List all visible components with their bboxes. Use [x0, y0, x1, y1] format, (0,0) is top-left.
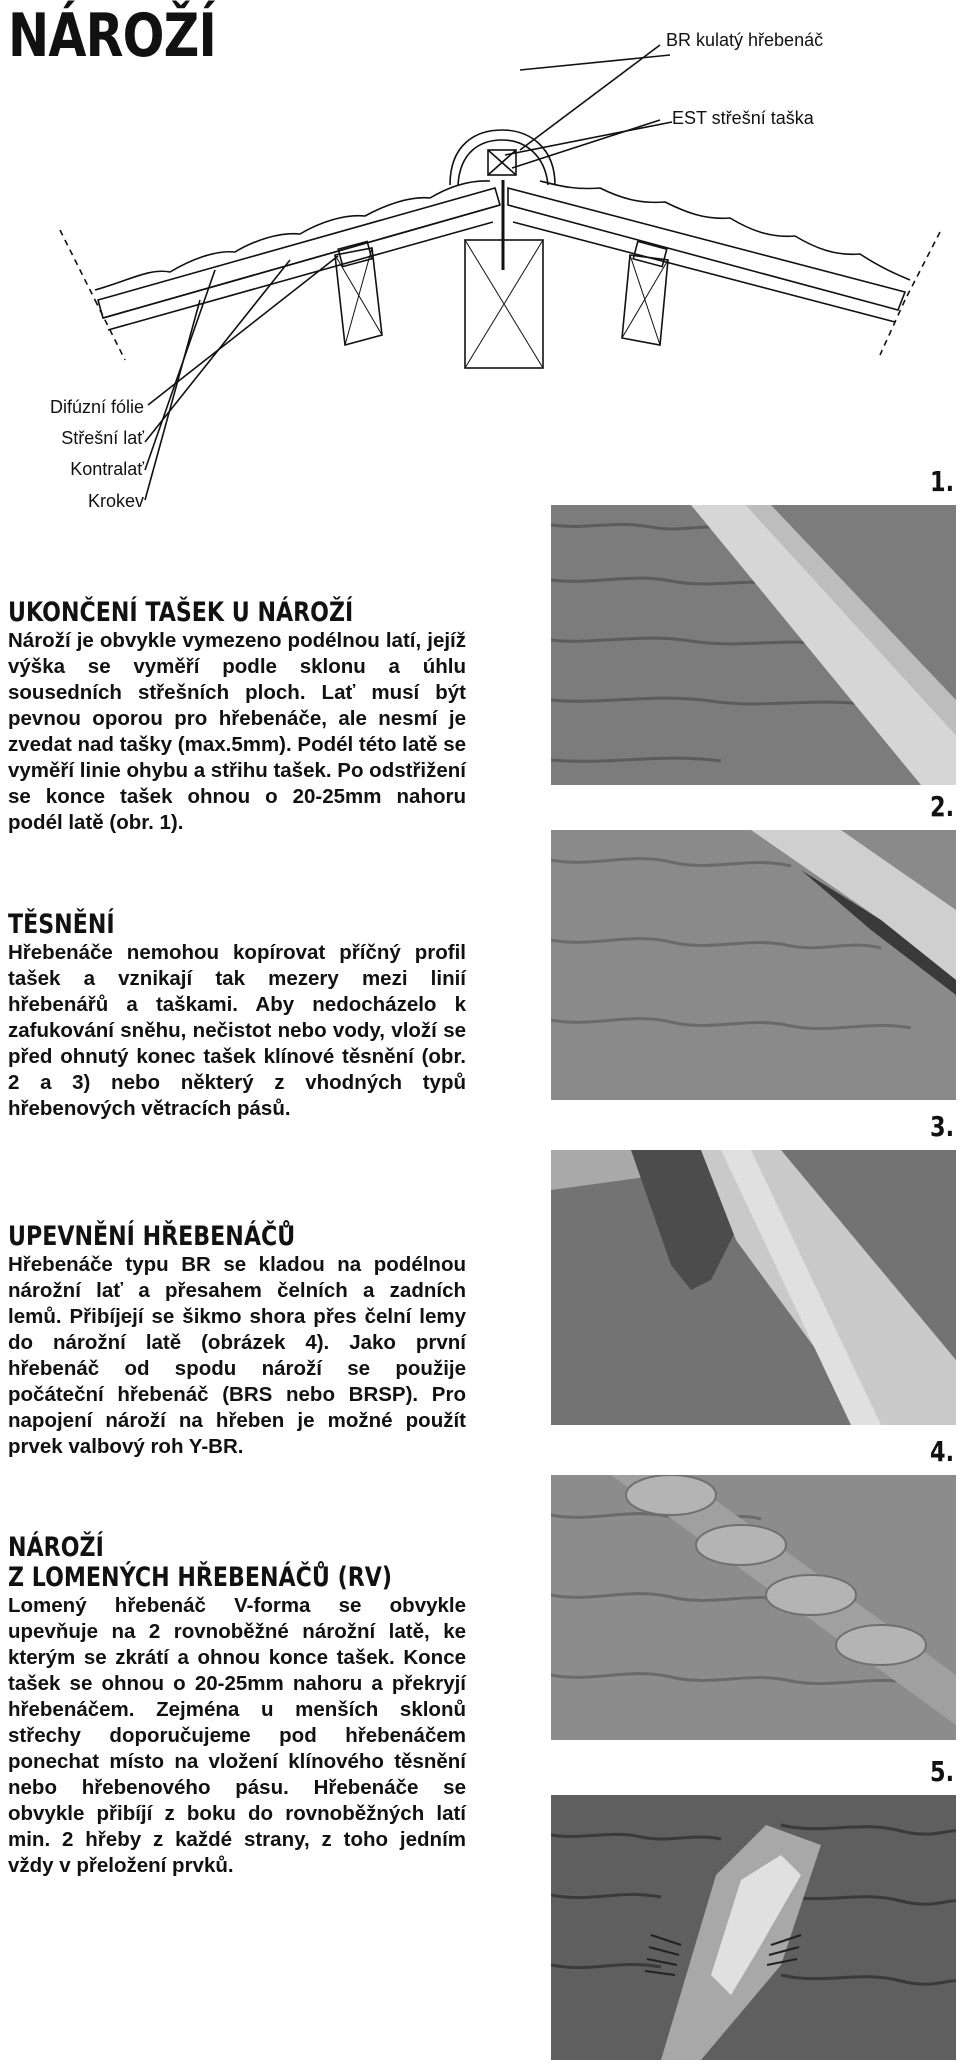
- label-roof-tile: EST střešní taška: [672, 108, 814, 128]
- label-counter-batten: Kontralať: [70, 459, 144, 479]
- figure-number-5: 5.: [929, 1755, 954, 1788]
- photo-1: [551, 505, 956, 785]
- photo-4: [551, 1475, 956, 1740]
- ridge-cross-section-diagram: [0, 0, 960, 520]
- photo-3: [551, 1150, 956, 1425]
- photo-2: [551, 830, 956, 1100]
- section-sealing: [8, 910, 466, 1122]
- section-heading: TĚSNĚNÍ: [8, 909, 115, 940]
- label-rafter: Krokev: [87, 491, 144, 511]
- figure-number-2: 2.: [929, 790, 954, 823]
- section-heading-line-2: Z LOMENÝCH HŘEBENÁČŮ (RV): [8, 1562, 393, 1593]
- section-tile-ending: [8, 598, 466, 836]
- label-membrane: Difúzní fólie: [49, 397, 144, 417]
- figure-number-3: 3.: [929, 1110, 954, 1143]
- section-ridge-fixing: [8, 1222, 466, 1460]
- page-title: NÁROŽÍ: [8, 1, 217, 71]
- section-text: Lomený hřebenáč V-forma se obvykle upevňuje na 2 rovnoběžné nárožní latě, ke kterým se zkrátí a ohnou konce tašek. Konce tašek se ohnou o 20-25mm nahoru a překryjí hřebenáčem. Zejména u menších sklonů střechy doporučujeme pod hřebenáčem ponechat místo na vložení klínového těsnění nebo hřebenového pásu. Hřebenáče se obvykle přibíjí z boku do rovnoběžných latí min. 2 hřeby z každé strany, z toho jedním vždy v přeložení prvků.: [8, 1594, 466, 1877]
- section-angled-ridge: [8, 1533, 466, 1879]
- figure-number-4: 4.: [929, 1435, 954, 1468]
- section-heading: NÁROŽÍ: [8, 1532, 104, 1563]
- photo-5: [551, 1795, 956, 2060]
- figure-number-1: 1.: [929, 465, 954, 498]
- section-heading: UKONČENÍ TAŠEK U NÁROŽÍ: [8, 597, 354, 628]
- section-heading: UPEVNĚNÍ HŘEBENÁČŮ: [8, 1221, 296, 1252]
- section-text: Nároží je obvykle vymezeno podélnou latí, jejíž výška se vyměří podle sklonu a úhlu sousedních střešních ploch. Lať musí být pevnou oporou pro hřebenáče, ale nesmí je zvedat nad tašky (max.5mm). Podél této latě se vyměří linie ohybu a střihu tašek. Po odstřižení se konce tašek ohnou o 20-25mm nahoru podél latě (obr. 1).: [8, 629, 466, 834]
- section-text: Hřebenáče typu BR se kladou na podélnou nárožní lať a přesahem čelních a zadních lemů. Přibíjejí se šikmo shora přes čelní lemy do nárožní latě (obrázek 4). Jako první hřebenáč od spodu nároží se použije počáteční hřebenáč (BRS nebo BRSP). Pro napojení nároží na hřeben je možné použít prvek valbový roh Y-BR.: [8, 1253, 466, 1458]
- label-batten: Střešní lať: [61, 428, 144, 448]
- label-ridge-tile: BR kulatý hřebenáč: [666, 30, 824, 50]
- section-text: Hřebenáče nemohou kopírovat příčný profil tašek a vznikají tak mezery mezi linií hřebenářů a taškami. Aby nedocházelo k zafukování sněhu, nečistot nebo vody, vloží se před ohnutý konec tašek klínové těsnění (obr. 2 a 3) nebo některý z vhodných typů hřebenových větracích pásů.: [8, 941, 466, 1120]
